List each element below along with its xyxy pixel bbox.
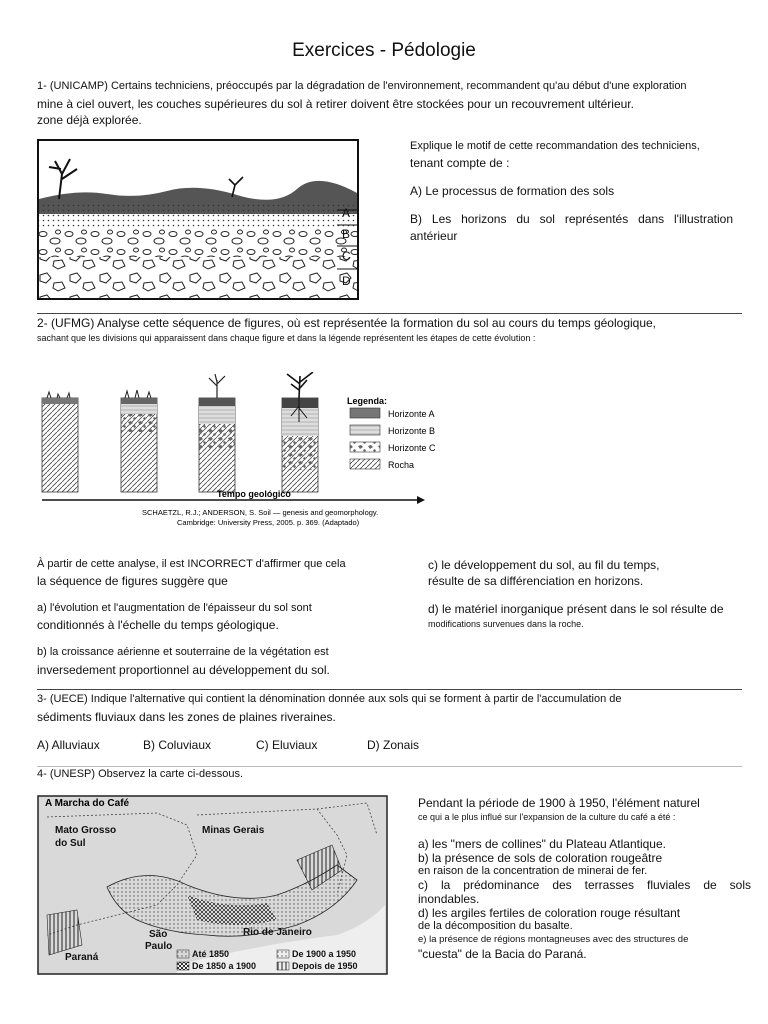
q4-line: 4- (UNESP) Observez la carte ci-dessous.	[37, 768, 244, 780]
q2-option-b-line1: b) la croissance aérienne et souterraine de la végétation est	[37, 646, 329, 658]
map-legend-swatch-depois-1950	[277, 962, 289, 970]
map-label-paulo: Paulo	[145, 941, 173, 952]
q3-option-c: C) Eluviaux	[256, 738, 318, 752]
q1-soil-profile-figure	[37, 139, 363, 302]
map-legend-swatch-1900-1950	[277, 950, 289, 958]
figure-credit-line1: SCHAETZL, R.J.; ANDERSON, S. Soil — genesis and geomorphology.	[142, 508, 379, 517]
map-label-do-sul: do Sul	[55, 838, 86, 849]
horizon-label-c: C	[342, 249, 351, 263]
q2-option-c-line1: c) le développement du sol, au fil du temps,	[428, 558, 660, 572]
map-legend-depois-1950: Depois de 1950	[292, 961, 358, 971]
q4-option-b-line2: en raison de la concentration de minerai de fer.	[418, 865, 648, 877]
map-legend-swatch-ate-1850	[177, 950, 189, 958]
q2-option-b-line2: inversedement proportionnel au développement du sol.	[37, 663, 330, 677]
q2-option-c-line2: résulte de sa différenciation en horizons.	[428, 574, 644, 588]
q3-option-b: B) Coluviaux	[143, 738, 212, 752]
q2-option-a-line1: a) l'évolution et l'augmentation de l'épaisseur du sol sont	[37, 602, 312, 614]
page-title: Exercices - Pédologie	[292, 40, 476, 61]
divider-1	[37, 313, 742, 314]
q4-prompt-line1: Pendant la période de 1900 à 1950, l'élément naturel	[418, 796, 700, 810]
horizon-label-a: A	[342, 206, 351, 220]
q4-option-c-line2: inondables.	[418, 892, 480, 906]
q2-line2: sachant que les divisions qui apparaissent dans chaque figure et dans la légende représentent les étapes de cette évolution :	[37, 333, 536, 343]
q4-option-d-line2: de la décomposition du basalte.	[418, 920, 573, 932]
map-label-parana: Paraná	[65, 952, 99, 963]
divider-2	[37, 689, 742, 690]
horizon-label-b: B	[342, 227, 351, 241]
map-legend-1900-1950: De 1900 a 1950	[292, 949, 357, 959]
q2-intro-line1: À partir de cette analyse, il est INCORRECT d'affirmer que cela	[37, 558, 346, 570]
map-label-sao: São	[149, 929, 168, 940]
q2-option-d-line1: d) le matériel inorganique présent dans le sol résulte de	[428, 602, 724, 616]
q1-prompt-line1: Explique le motif de cette recommandation des techniciens,	[410, 140, 700, 152]
q1-option-b-line2: antérieur	[410, 229, 458, 243]
map-label-minas-gerais: Minas Gerais	[202, 825, 265, 836]
q1-prompt-line2: tenant compte de :	[410, 156, 510, 170]
q4-option-e-line2: "cuesta" de la Bacia do Paraná.	[418, 947, 587, 961]
q4-option-d-line1: d) les argiles fertiles de coloration rouge résultant	[418, 906, 681, 920]
legend-swatch-horizonte-b	[350, 425, 380, 435]
legend-label-horizonte-b: Horizonte B	[388, 426, 436, 436]
map-legend-1850-1900: De 1850 a 1900	[192, 961, 257, 971]
legend-label-horizonte-c: Horizonte C	[388, 443, 436, 453]
horizon-label-d: D	[342, 274, 351, 288]
q1-line3: zone déjà explorée.	[37, 113, 142, 127]
q4-option-a: a) les "mers de collines" du Plateau Atlantique.	[418, 837, 666, 851]
q4-option-c-line1: c) la prédominance des terrasses fluviales de sols	[418, 878, 751, 892]
legend-label-horizonte-a: Horizonte A	[388, 409, 435, 419]
legend-swatch-rocha	[350, 459, 380, 469]
map-label-rio-de-janeiro: Rio de Janeiro	[243, 927, 312, 938]
time-axis-label: Tempo geológico	[217, 489, 291, 499]
legend-swatch-horizonte-c	[350, 442, 380, 452]
q1-option-b-line1: B) Les horizons du sol représentés dans l'illustration	[410, 212, 733, 226]
q2-option-d-line2: modifications survenues dans la roche.	[428, 619, 584, 629]
q3-line1: 3- (UECE) Indique l'alternative qui contient la dénomination donnée aux sols qui se forment à partir de l'accumulation de	[37, 693, 622, 705]
map-legend-ate-1850: Até 1850	[192, 949, 230, 959]
q4-option-e-line1: e) la présence de régions montagneuses avec des structures de	[418, 934, 689, 945]
q2-intro-line2: la séquence de figures suggère que	[37, 574, 228, 588]
map-label-mato-grosso: Mato Grosso	[55, 825, 117, 836]
legend-label-rocha: Rocha	[388, 460, 415, 470]
map-legend-swatch-1850-1900	[177, 962, 189, 970]
q3-option-a: A) Alluviaux	[37, 738, 100, 752]
legend-swatch-horizonte-a	[350, 408, 380, 418]
q1-option-a: A) Le processus de formation des sols	[410, 184, 615, 198]
q1-line2: mine à ciel ouvert, les couches supérieures du sol à retirer doivent être stockées pour un recouvrement ultérieur.	[37, 97, 634, 111]
q2-line1: 2- (UFMG) Analyse cette séquence de figures, où est représentée la formation du sol au cours du temps géologique,	[37, 316, 657, 330]
q1-line1: 1- (UNICAMP) Certains techniciens, préoccupés par la dégradation de l'environnement, recommandent qu'au début d'une exploration	[37, 80, 687, 92]
q4-prompt-line2: ce qui a le plus influé sur l'expansion de la culture du café a été :	[418, 812, 676, 822]
q2-legend-title: Legenda:	[347, 396, 388, 406]
q3-option-d: D) Zonais	[367, 738, 420, 752]
q2-soil-formation-figure	[37, 372, 467, 530]
figure-credit-line2: Cambridge: University Press, 2005. p. 369. (Adaptado)	[177, 518, 360, 527]
q4-coffee-map	[37, 795, 388, 975]
q2-option-a-line2: conditionnés à l'échelle du temps géologique.	[37, 618, 279, 632]
q3-line2: sédiments fluviaux dans les zones de plaines riveraines.	[37, 710, 336, 724]
q4-option-b-line1: b) la présence de sols de coloration rougeâtre	[418, 851, 663, 865]
map-title: A Marcha do Café	[45, 798, 130, 809]
